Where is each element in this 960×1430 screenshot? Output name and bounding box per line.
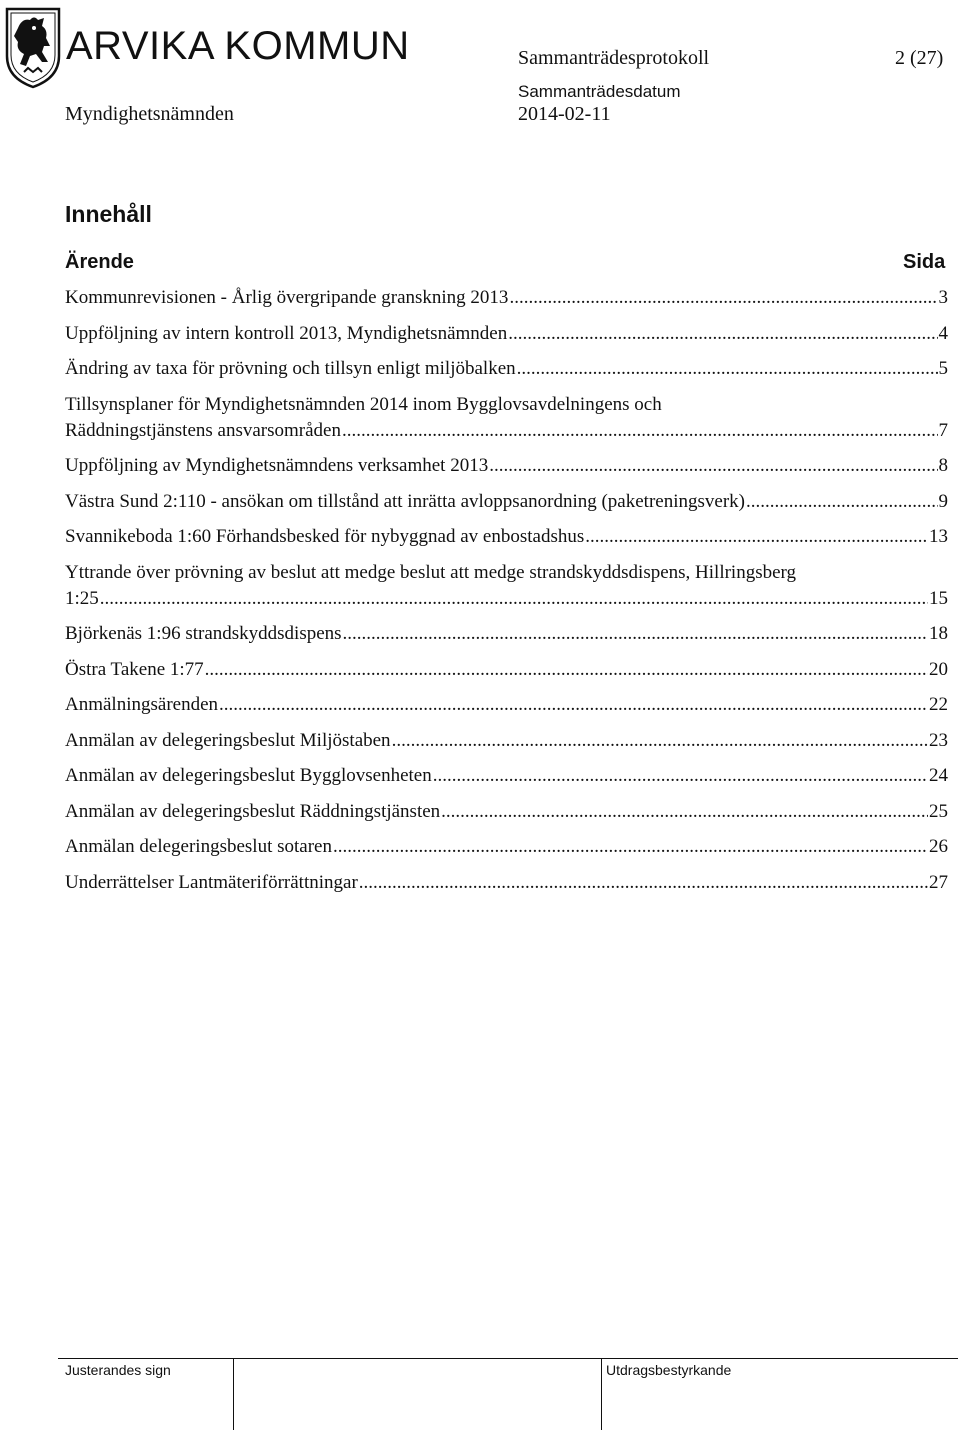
toc-dot-leader bbox=[441, 799, 928, 825]
toc-entry-title: Västra Sund 2:110 - ansökan om tillstånd att inrätta avloppsanordning (paketreningsverk) bbox=[65, 490, 745, 512]
toc-entry-title: Uppföljning av intern kontroll 2013, Myndighetsnämnden bbox=[65, 322, 508, 344]
toc-entry-page: 24 bbox=[929, 765, 948, 786]
toc-dot-leader bbox=[392, 728, 928, 754]
toc-dot-leader bbox=[343, 621, 928, 647]
toc-entry bbox=[65, 524, 948, 550]
toc-entry-line bbox=[65, 728, 948, 754]
toc-dot-leader bbox=[359, 870, 928, 896]
toc-entry-line bbox=[65, 870, 948, 896]
toc-entry bbox=[65, 692, 948, 718]
toc-entry-title: Ändring av taxa för prövning och tillsyn enligt miljöbalken bbox=[65, 358, 516, 379]
toc-entry-title: Underrättelser Lantmäteriförrättningar bbox=[65, 871, 358, 893]
toc-entry bbox=[65, 453, 948, 479]
toc-entry-title: 1:25 bbox=[65, 587, 99, 609]
toc-entry-line bbox=[65, 834, 948, 860]
toc-entry-line bbox=[65, 285, 948, 311]
toc-entry bbox=[65, 799, 948, 825]
toc-entry-title: Anmälan delegeringsbeslut sotaren bbox=[65, 836, 332, 857]
toc-entry-line bbox=[65, 586, 948, 612]
toc-entry-line bbox=[65, 621, 948, 647]
toc-entry-line bbox=[65, 799, 948, 825]
toc-entry-page: 18 bbox=[929, 623, 948, 644]
toc-dot-leader bbox=[219, 692, 928, 718]
toc-entry-title: Yttrande över prövning av beslut att medge beslut att medge strandskyddsdispens, Hillringsberg bbox=[65, 561, 797, 583]
toc-entry bbox=[65, 657, 948, 683]
toc-entry-page: 7 bbox=[938, 419, 948, 441]
toc-dot-leader bbox=[342, 418, 938, 444]
toc-dot-leader bbox=[489, 453, 937, 479]
toc-entry bbox=[65, 321, 948, 347]
committee-name: Myndighetsnämnden bbox=[65, 103, 234, 125]
toc-column-page: Sida bbox=[903, 251, 946, 273]
toc-entry bbox=[65, 285, 948, 311]
toc-entry-title: Björkenäs 1:96 strandskyddsdispens bbox=[65, 623, 342, 644]
toc-title: Innehåll bbox=[65, 201, 152, 227]
toc-entry-page: 22 bbox=[929, 694, 948, 715]
toc-list bbox=[65, 285, 948, 905]
toc-entry-page: 20 bbox=[929, 658, 948, 680]
toc-entry-line bbox=[65, 692, 948, 718]
toc-entry bbox=[65, 763, 948, 789]
toc-entry bbox=[65, 621, 948, 647]
toc-entry-page: 4 bbox=[938, 322, 948, 344]
toc-entry-title: Anmälan av delegeringsbeslut Bygglovsenheten bbox=[65, 765, 432, 786]
toc-entry bbox=[65, 356, 948, 382]
toc-entry-page: 15 bbox=[929, 587, 948, 609]
toc-entry bbox=[65, 834, 948, 860]
toc-entry-line bbox=[65, 356, 948, 382]
extract-label: Utdragsbestyrkande bbox=[606, 1362, 732, 1378]
toc-entry-title: Östra Takene 1:77 bbox=[65, 658, 204, 680]
toc-entry bbox=[65, 489, 948, 515]
toc-entry-line bbox=[65, 657, 948, 683]
toc-entry-page: 5 bbox=[938, 358, 948, 379]
toc-entry-title: Svannikeboda 1:60 Förhandsbesked för nybyggnad av enbostadshus bbox=[65, 526, 585, 547]
toc-entry-line bbox=[65, 321, 948, 347]
toc-entry-page: 3 bbox=[938, 287, 948, 308]
toc-dot-leader bbox=[517, 356, 938, 382]
toc-entry-page: 8 bbox=[938, 455, 948, 476]
toc-entry-page: 27 bbox=[929, 871, 948, 893]
toc-entry-title: Anmälningsärenden bbox=[65, 694, 219, 715]
municipal-shield-logo bbox=[4, 6, 62, 90]
toc-entry-line bbox=[65, 489, 948, 515]
toc-entry-title: Uppföljning av Myndighetsnämndens verksamhet 2013 bbox=[65, 455, 489, 476]
toc-entry-line bbox=[65, 763, 948, 789]
toc-entry-title: Tillsynsplaner för Myndighetsnämnden 2014 inom Bygglovsavdelningens och bbox=[65, 393, 662, 415]
toc-dot-leader bbox=[100, 586, 928, 612]
toc-dot-leader bbox=[205, 657, 928, 683]
toc-entry-title: Anmälan av delegeringsbeslut Miljöstaben bbox=[65, 729, 391, 751]
footer-rule bbox=[58, 1358, 958, 1359]
toc-entry-page: 25 bbox=[929, 800, 948, 822]
footer-divider bbox=[233, 1358, 234, 1430]
toc-column-item: Ärende bbox=[65, 251, 134, 273]
toc-dot-leader bbox=[585, 524, 928, 550]
toc-entry bbox=[65, 392, 948, 444]
toc-dot-leader bbox=[746, 489, 938, 515]
toc-entry-title: Kommunrevisionen - Årlig övergripande granskning 2013 bbox=[65, 287, 509, 308]
toc-entry-page: 23 bbox=[929, 729, 948, 751]
organization-name: ARVIKA KOMMUN bbox=[66, 24, 410, 68]
toc-dot-leader bbox=[433, 763, 928, 789]
toc-entry bbox=[65, 560, 948, 612]
signature-label: Justerandes sign bbox=[65, 1362, 171, 1378]
toc-entry-line bbox=[65, 418, 948, 444]
toc-entry-page: 26 bbox=[929, 836, 948, 857]
toc-dot-leader bbox=[508, 321, 937, 347]
toc-entry bbox=[65, 870, 948, 896]
page-info: 2 (27) bbox=[895, 47, 944, 69]
toc-entry-title: Räddningstjänstens ansvarsområden bbox=[65, 419, 341, 441]
toc-entry-page: 13 bbox=[929, 526, 948, 547]
meeting-date-label: Sammanträdesdatum bbox=[518, 82, 681, 101]
toc-entry bbox=[65, 728, 948, 754]
toc-entry-line bbox=[65, 453, 948, 479]
toc-entry-line bbox=[65, 524, 948, 550]
toc-entry-page: 9 bbox=[938, 490, 948, 512]
toc-dot-leader bbox=[509, 285, 937, 311]
toc-dot-leader bbox=[333, 834, 928, 860]
document-type: Sammanträdesprotokoll bbox=[518, 47, 710, 69]
toc-entry-title: Anmälan av delegeringsbeslut Räddningstjänsten bbox=[65, 800, 441, 822]
footer-divider bbox=[601, 1358, 602, 1430]
meeting-date: 2014-02-11 bbox=[518, 103, 611, 125]
